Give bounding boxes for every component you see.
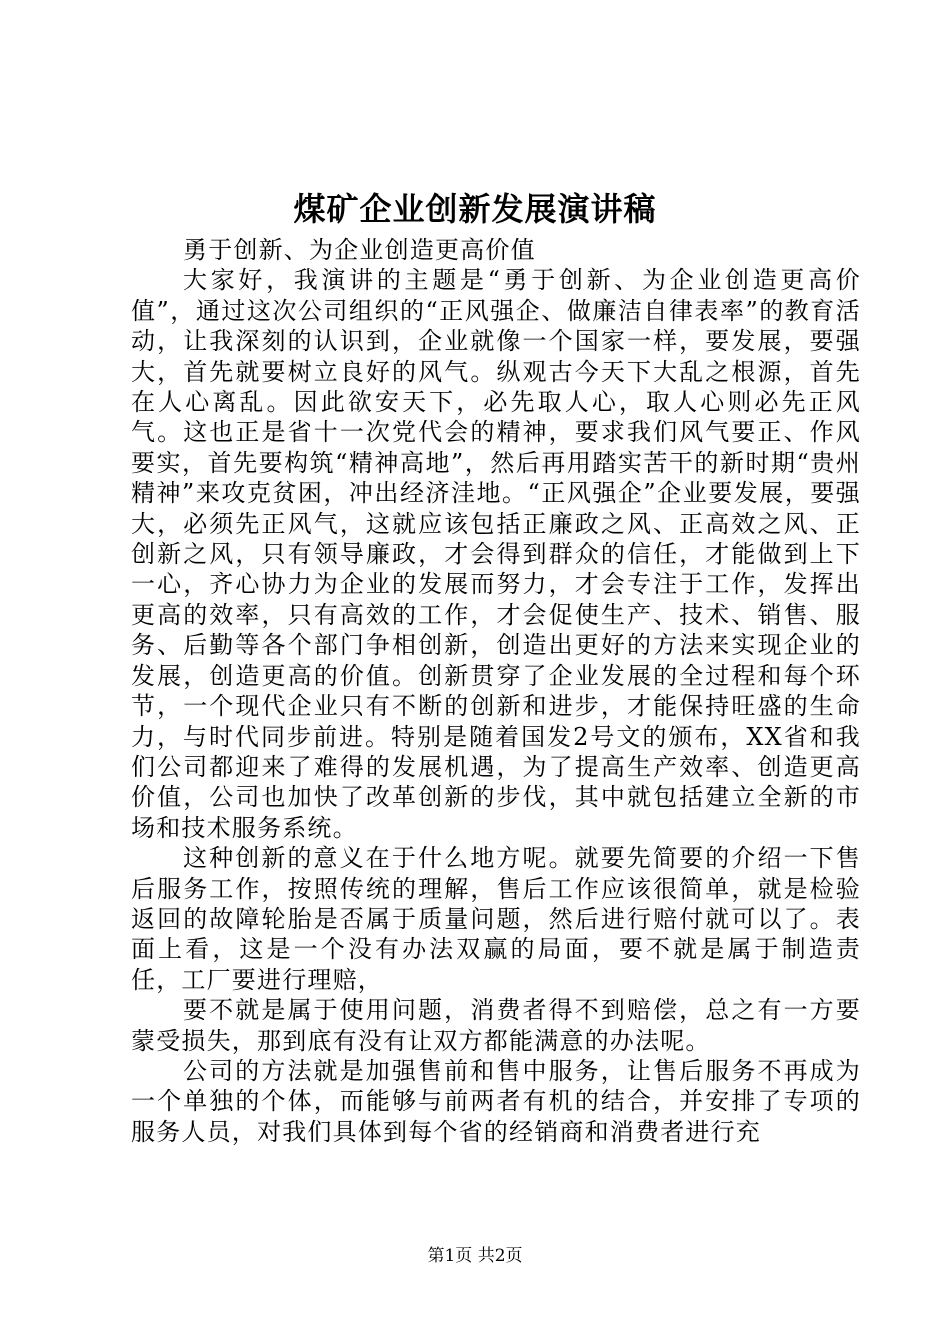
- page-number-footer: 第1页 共2页: [427, 1246, 523, 1266]
- paragraph: 这种创新的意义在于什么地方呢。就要先简要的介绍一下售后服务工作，按照传统的理解，售后工作应该很简单，就是检验返回的故障轮胎是否属于质量问题，然后进行赔付就可以了。表面上看，这是一个没有办法双赢的局面，要不就是属于制造责任，工厂要进行理赔，: [131, 844, 861, 994]
- paragraph: 大家好，我演讲的主题是“勇于创新、为企业创造更高价值”，通过这次公司组织的“正风强企、做廉洁自律表率”的教育活动，让我深刻的认识到，企业就像一个国家一样，要发展，要强大，首先就要树立良好的风气。纵观古今天下大乱之根源，首先在人心离乱。因此欲安天下，必先取人心，取人心则必先正风气。这也正是省十一次党代会的精神，要求我们风气要正、作风要实，首先要构筑“精神高地”，然后再用踏实苦干的新时期“贵州精神”来攻克贫困，冲出经济洼地。“正风强企”企业要发展，要强大，必须先正风气，这就应该包括正廉政之风、正高效之风、正创新之风，只有领导廉政，才会得到群众的信任，才能做到上下一心，齐心协力为企业的发展而努力，才会专注于工作，发挥出更高的效率，只有高效的工作，才会促使生产、技术、销售、服务、后勤等各个部门争相创新，创造出更好的方法来实现企业的发展，创造更高的价值。创新贯穿了企业发展的全过程和每个环节，一个现代企业只有不断的创新和进步，才能保持旺盛的生命力，与时代同步前进。特别是随着国发2号文的颁布，XX省和我们公司都迎来了难得的发展机遇，为了提高生产效率、创造更高价值，公司也加快了改革创新的步伐，其中就包括建立全新的市场和技术服务系统。: [131, 266, 861, 842]
- paragraph: 公司的方法就是加强售前和售中服务，让售后服务不再成为一个单独的个体，而能够与前两者有机的结合，并安排了专项的服务人员，对我们具体到每个省的经销商和消费者进行充: [131, 1056, 861, 1146]
- paragraph: 要不就是属于使用问题，消费者得不到赔偿，总之有一方要蒙受损失，那到底有没有让双方都能满意的办法呢。: [131, 996, 861, 1055]
- document-body: [131, 235, 861, 1147]
- document-title: 煤矿企业创新发展演讲稿: [293, 190, 657, 228]
- paragraph-subtitle: 勇于创新、为企业创造更高价值: [183, 236, 536, 264]
